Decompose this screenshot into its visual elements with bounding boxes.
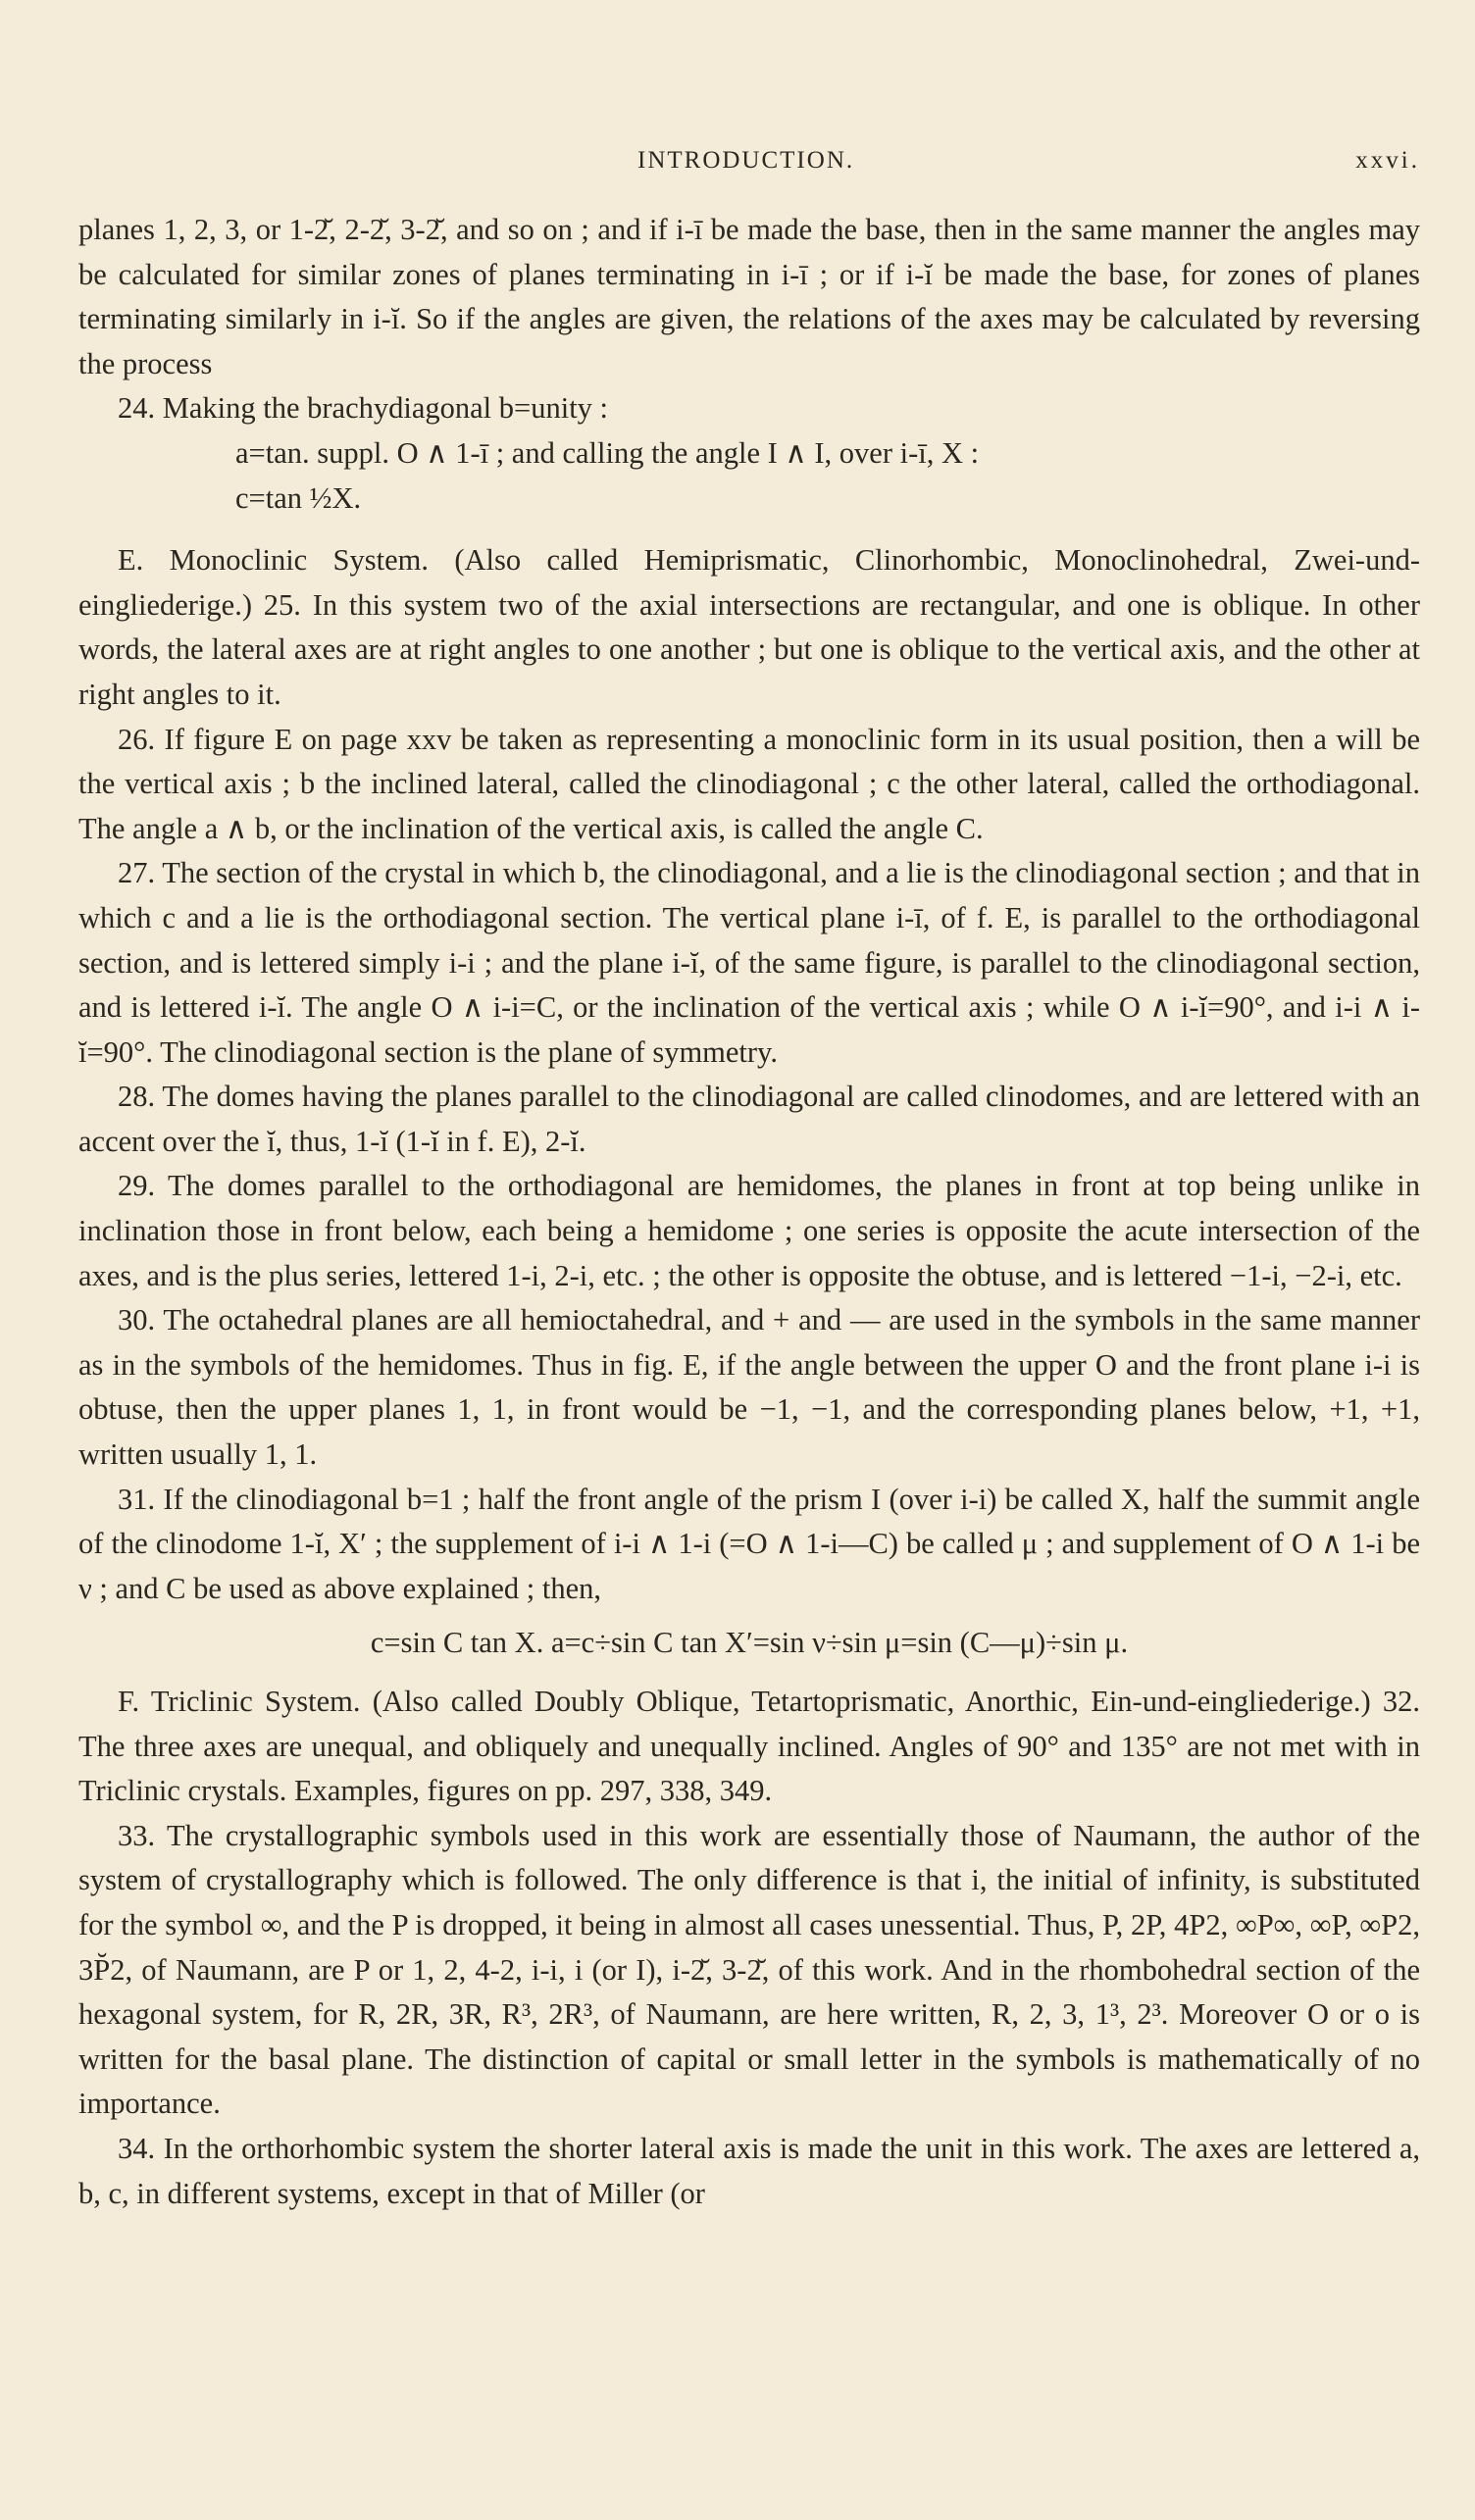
page-number: xxvi. (1355, 147, 1420, 174)
paragraph-31: 31. If the clinodiagonal b=1 ; half the front angle of the prism I (over i-i) be called X, half the summit angle of the clinodome 1-ĭ, X′ ; the supplement of i-i ∧ 1-i (=O ∧ 1-i—C) be called μ ; and supplement of O ∧ 1-i be ν ; and C be used as above explained ; then, (78, 1482, 1420, 1605)
running-head (78, 147, 1420, 186)
paragraph-26: 26. If figure E on page xxv be taken as representing a monoclinic form in its usual position, then a will be the vertical axis ; b the inclined lateral, called the clinodiagonal ; c the other lateral, called the orthodiagonal. The angle a ∧ b, or the inclination of the vertical axis, is called the angle C. (78, 722, 1420, 845)
paragraph-33: 33. The crystallographic symbols used in this work are essentially those of Naumann, the author of the system of crystallography which is followed. The only difference is that i, the initial of infinity, is substituted for the symbol ∞, and the P is dropped, it being in almost all cases unessential. Thus, P, 2P, 4P2, ∞P∞, ∞P, ∞P2, 3P̆2, of Naumann, are P or 1, 2, 4-2, i-i, i (or I), i-2̆, 3-2̆, of this work. And in the rhombohedral section of the hexagonal system, for R, 2R, 3R, R³, 2R³, of Naumann, are here written, R, 2, 3, 1³, 2³. Moreover O or o is written for the basal plane. The distinction of capital or small letter in the symbols is mathematically of no importance. (78, 1818, 1420, 2121)
paragraph-monoclinic: E. Monoclinic System. (Also called Hemiprismatic, Clinorhombic, Monoclinohedral, Zwei-und-eingliederige.) 25. In this system two of the axial intersections are rectangular, and one is oblique. In other words, the lateral axes are at right angles to one another ; but one is oblique to the vertical axis, and the other at right angles to it. (78, 543, 1420, 711)
paragraph-29: 29. The domes parallel to the orthodiagonal are hemidomes, the planes in front at top being unlike in inclination those in front below, each being a hemidome ; one series is opposite the acute intersection of the axes, and is the plus series, lettered 1-i, 2-i, etc. ; the other is opposite the obtuse, and is lettered −1-i, −2-i, etc. (78, 1169, 1420, 1292)
formula-c-sin: c=sin C tan X. a=c÷sin C tan X′=sin ν÷sin μ=sin (C—μ)÷sin μ. (370, 1626, 1129, 1660)
paragraph-triclinic: F. Triclinic System. (Also called Doubly Oblique, Tetartoprismatic, Anorthic, Ein-und-eingliederige.) 32. The three axes are unequal, and obliquely and unequally inclined. Angles of 90° and 135° are not met with in Triclinic crystals. Examples, figures on pp. 297, 338, 349. (78, 1685, 1420, 1808)
paragraph-27: 27. The section of the crystal in which b, the clinodiagonal, and a lie is the clinodiagonal section ; and that in which c and a lie is the orthodiagonal section. The vertical plane i-ī, of f. E, is parallel to the orthodiagonal section, and is lettered simply i-i ; and the plane i-ĭ, of the same figure, is parallel to the clinodiagonal section, and is lettered i-ĭ. The angle O ∧ i-i=C, or the inclination of the vertical axis ; while O ∧ i-ĭ=90°, and i-i ∧ i-ĭ=90°. The clinodiagonal section is the plane of symmetry. (78, 856, 1420, 1069)
formula-a-tan: a=tan. suppl. O ∧ 1-ī ; and calling the angle I ∧ I, over i-ī, X : (235, 435, 980, 470)
paragraph-28: 28. The domes having the planes parallel to the clinodiagonal are called clinodomes, and are lettered with an accent over the ĭ, thus, 1-ĭ (1-ĭ in f. E), 2-ĭ. (78, 1080, 1420, 1158)
running-title: INTRODUCTION. (637, 147, 855, 174)
paragraph-30: 30. The octahedral planes are all hemioctahedral, and + and — are used in the symbols in the same manner as in the symbols of the hemidomes. Thus in fig. E, if the angle between the upper O and the front plane i-i is obtuse, then the upper planes 1, 1, in front would be −1, −1, and the corresponding planes below, +1, +1, written usually 1, 1. (78, 1303, 1420, 1472)
paragraph-34: 34. In the orthorhombic system the shorter lateral axis is made the unit in this work. The axes are lettered a, b, c, in different systems, except in that of Miller (or (78, 2131, 1420, 2210)
paragraph-24: 24. Making the brachydiagonal b=unity : (118, 391, 609, 426)
formula-c-tan: c=tan ½X. (235, 480, 362, 515)
body-text (78, 208, 1420, 2216)
paragraph-continuation: planes 1, 2, 3, or 1-2̆, 2-2̆, 3-2̆, and so on ; and if i-ī be made the base, then in the same manner the angles may be calculated for similar zones of planes terminating in i-ī ; or if i-ĭ be made the base, for zones of planes terminating similarly in i-ĭ. So if the angles are given, the relations of the axes may be calculated by reversing the process (78, 213, 1420, 380)
spacer (78, 521, 1420, 538)
